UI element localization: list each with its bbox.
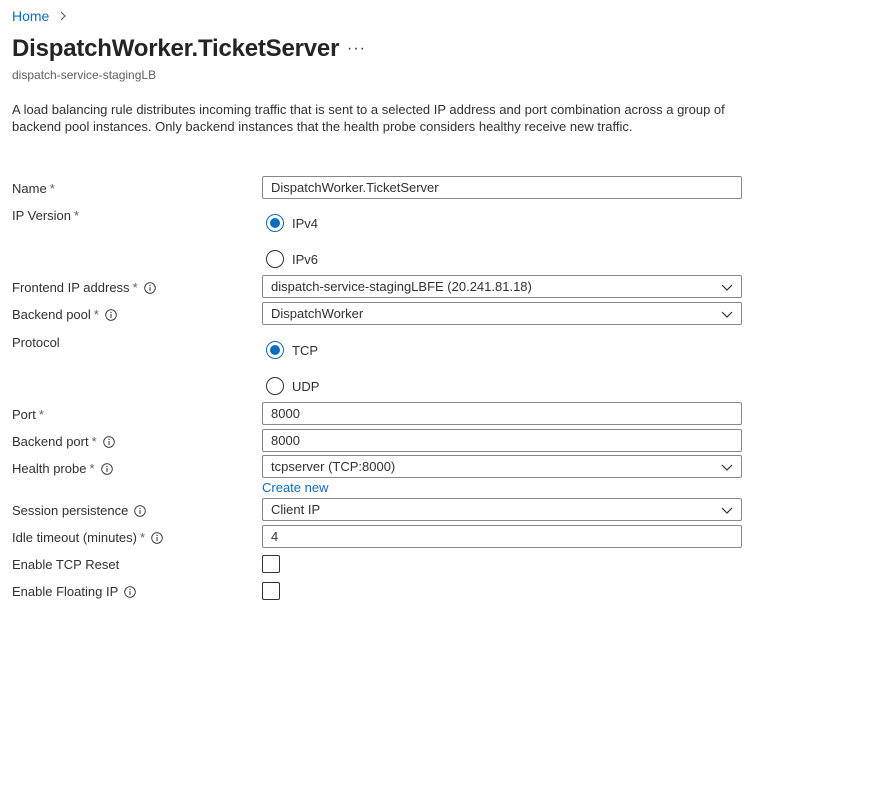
radio-unchecked-icon (266, 377, 284, 395)
radio-checked-icon (266, 341, 284, 359)
ip-version-ipv6-radio[interactable]: IPv6 (266, 250, 318, 268)
required-mark: * (132, 280, 138, 295)
frontend-ip-dropdown[interactable]: dispatch-service-stagingLBFE (20.241.81.18) (262, 275, 742, 298)
radio-unchecked-icon (266, 250, 284, 268)
radio-checked-icon (266, 214, 284, 232)
breadcrumb-home-link[interactable]: Home (12, 8, 50, 24)
info-icon[interactable] (101, 463, 113, 475)
idle-timeout-input[interactable] (271, 529, 733, 544)
tcp-reset-checkbox[interactable] (262, 555, 280, 573)
more-options-icon[interactable]: ··· (347, 40, 366, 57)
required-mark: * (91, 434, 97, 449)
info-icon[interactable] (144, 282, 156, 294)
chevron-down-icon (721, 462, 733, 472)
protocol-tcp-radio[interactable]: TCP (266, 341, 318, 359)
backend-pool-dropdown[interactable]: DispatchWorker (262, 302, 742, 325)
page-title: DispatchWorker.TicketServer (12, 35, 340, 62)
ip-version-ipv4-radio[interactable]: IPv4 (266, 214, 318, 232)
backend-port-label: Backend port * (12, 434, 115, 449)
health-probe-dropdown[interactable]: tcpserver (TCP:8000) (262, 455, 742, 478)
info-icon[interactable] (105, 309, 117, 321)
info-icon[interactable] (103, 436, 115, 448)
rule-description: A load balancing rule distributes incoming traffic that is sent to a selected IP address and port combination across a group of backend pool instances. Only backend instances that the health probe considers healthy receive new traffic. (12, 102, 725, 134)
idle-timeout-input-box[interactable] (262, 525, 742, 548)
required-mark: * (74, 208, 80, 223)
create-new-probe-link[interactable]: Create new (262, 480, 329, 495)
port-input-box[interactable] (262, 402, 742, 425)
info-icon[interactable] (124, 586, 136, 598)
breadcrumb (12, 8, 68, 24)
required-mark: * (38, 407, 44, 422)
session-persistence-dropdown[interactable]: Client IP (262, 498, 742, 521)
session-persistence-label: Session persistence (12, 503, 146, 518)
chevron-right-icon (58, 10, 68, 22)
required-mark: * (89, 461, 95, 476)
chevron-down-icon (721, 505, 733, 515)
floating-ip-checkbox[interactable] (262, 582, 280, 600)
name-input[interactable] (271, 180, 733, 195)
page-subtitle: dispatch-service-stagingLB (12, 68, 157, 82)
name-label: Name * (12, 181, 55, 196)
required-mark: * (140, 530, 146, 545)
port-input[interactable] (271, 406, 733, 421)
protocol-udp-radio[interactable]: UDP (266, 377, 319, 395)
required-mark: * (49, 181, 55, 196)
ip-version-label: IP Version * (12, 208, 80, 223)
floating-ip-label: Enable Floating IP (12, 584, 136, 599)
idle-timeout-label: Idle timeout (minutes) * (12, 530, 163, 545)
name-input-box[interactable] (262, 176, 742, 199)
info-icon[interactable] (151, 532, 163, 544)
port-label: Port * (12, 407, 44, 422)
chevron-down-icon (721, 309, 733, 319)
protocol-label: Protocol (12, 335, 60, 350)
tcp-reset-label: Enable TCP Reset (12, 557, 120, 572)
info-icon[interactable] (134, 505, 146, 517)
backend-port-input[interactable] (271, 433, 733, 448)
chevron-down-icon (721, 282, 733, 292)
backend-pool-label: Backend pool * (12, 307, 117, 322)
frontend-ip-label: Frontend IP address * (12, 280, 156, 295)
backend-port-input-box[interactable] (262, 429, 742, 452)
health-probe-label: Health probe * (12, 461, 113, 476)
required-mark: * (93, 307, 99, 322)
